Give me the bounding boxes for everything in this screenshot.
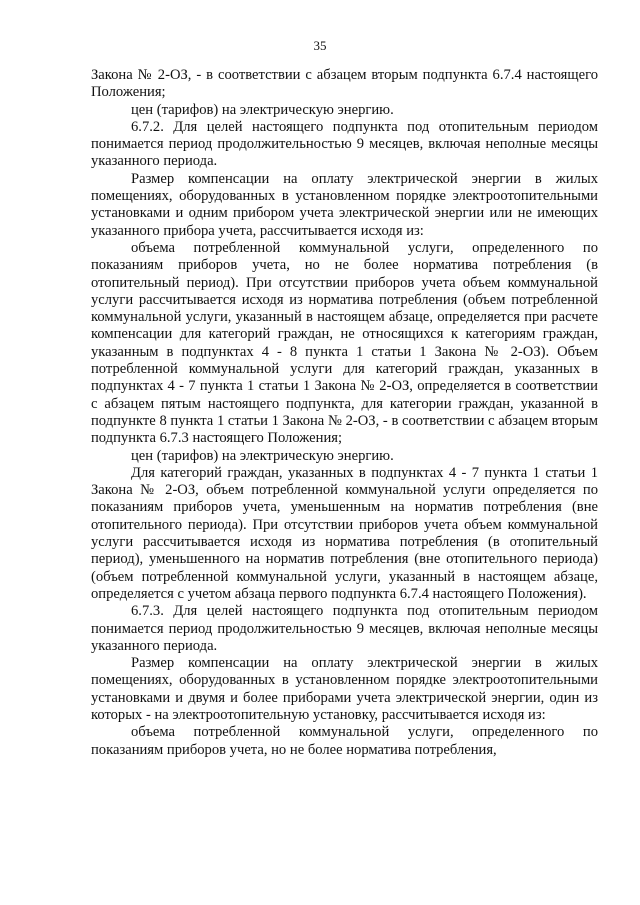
paragraph: цен (тарифов) на электрическую энергию. [131, 447, 394, 464]
paragraph: Закона № 2-ОЗ, - в соответствии с абзацем вторым подпункта 6.7.4 настоящего Положения; [91, 67, 598, 101]
paragraph: цен (тарифов) на электрическую энергию. [131, 101, 394, 118]
paragraph: Для категорий граждан, указанных в подпунктах 4 - 7 пункта 1 статьи 1 Закона № 2-ОЗ, объем потребленной коммунальной услуги определяется по показаниям приборов учета, уменьшенным на норматив потребления (вне отопительного периода). При отсутствии приборов учета объем коммунальной услуги рассчитывается исходя из норматива потребления (в отопительный период), уменьшенного на норматив потребления (вне отопительного периода) (объем потребленной коммунальной услуги, указанный в настоящем абзаце, определяется с учетом абзаца первого подпункта 6.7.4 настоящего Положения). [91, 464, 598, 602]
paragraph: Размер компенсации на оплату электрической энергии в жилых помещениях, оборудованных в установленном порядке электроотопительными установками и одним прибором учета электрической энергии или не имеющих указанного прибора учета, рассчитывается исходя из: [91, 170, 598, 239]
page-number: 35 [313, 38, 327, 53]
paragraph: объема потребленной коммунальной услуги, определенного по показаниям приборов учета, но не более норматива потребления (в отопительный период). При отсутствии приборов учета объем коммунальной услуги рассчитывается исходя из норматива потребления (объем потребленной коммунальной услуги, указанный в настоящем абзаце, определяется при расчете компенсации для категорий граждан, не относящихся к категориям граждан, указанным в подпунктах 4 - 8 пункта 1 статьи 1 Закона № 2-ОЗ). Объем потребленной коммунальной услуги для категорий граждан, указанных в подпунктах 4 - 7 пункта 1 статьи 1 Закона № 2-ОЗ, определяется в соответствии с абзацем пятым настоящего подпункта, для категории граждан, указанной в подпункте 8 пункта 1 статьи 1 Закона № 2-ОЗ, - в соответствии с абзацем вторым подпункта 6.7.3 настоящего Положения; [91, 239, 598, 447]
paragraph: Размер компенсации на оплату электрической энергии в жилых помещениях, оборудованных в установленном порядке электроотопительными установками и двумя и более приборами учета электрической энергии, один из которых - на электроотопительную установку, рассчитывается исходя из: [91, 655, 598, 723]
body-text [91, 67, 598, 759]
paragraph: 6.7.3. Для целей настоящего подпункта под отопительным периодом понимается период продолжительностью 9 месяцев, включая неполные месяцы указанного периода. [91, 603, 598, 654]
paragraph: 6.7.2. Для целей настоящего подпункта под отопительным периодом понимается период продолжительностью 9 месяцев, включая неполные месяцы указанного периода. [91, 118, 598, 170]
paragraph: объема потребленной коммунальной услуги, определенного по показаниям приборов учета, но не более норматива потребления, [91, 724, 598, 758]
